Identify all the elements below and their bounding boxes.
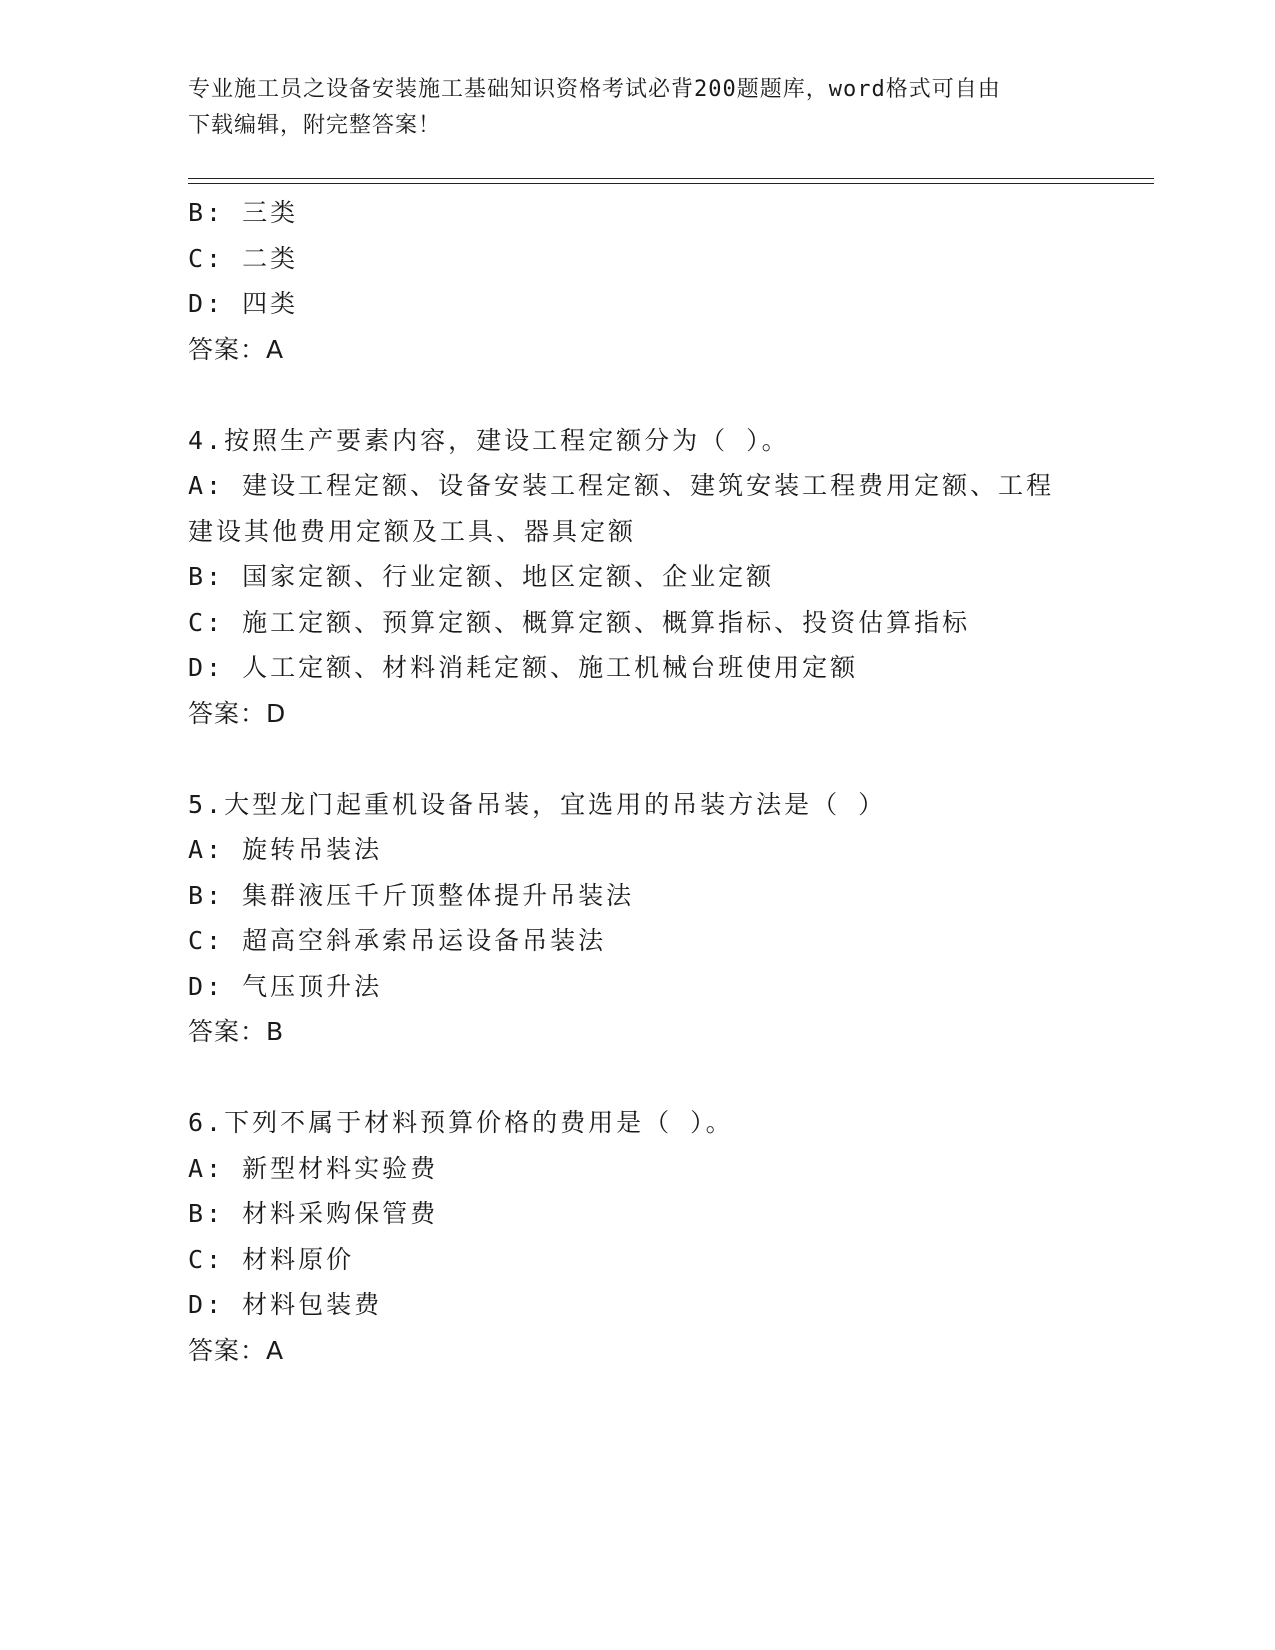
question-3-option-c: C: 二类: [188, 243, 299, 273]
question-4-option-c: C: 施工定额、预算定额、概算定额、概算指标、投资估算指标: [188, 607, 971, 637]
question-6-option-a: A: 新型材料实验费: [188, 1153, 439, 1183]
spacer: [188, 736, 1088, 782]
question-5-option-d: D: 气压顶升法: [188, 971, 383, 1001]
question-6-option-d: D: 材料包装费: [188, 1290, 383, 1319]
question-4-option-a-line-2: 建设其他费用定额及工具、器具定额: [188, 516, 637, 546]
question-5-stem: 5.大型龙门起重机设备吊装，宜选用的吊装方法是（ ）: [188, 789, 887, 819]
question-6-stem: 6.下列不属于材料预算价格的费用是（ ）。: [188, 1108, 734, 1137]
question-5-option-b: B: 集群液压千斤顶整体提升吊装法: [188, 880, 635, 910]
question-3-answer: 答案：A: [188, 334, 285, 364]
header-rule-top: [188, 178, 1154, 179]
question-5-option-c: C: 超高空斜承索吊运设备吊装法: [188, 926, 607, 955]
question-4-stem: 4.按照生产要素内容，建设工程定额分为（ ）。: [188, 425, 790, 455]
document-header: [188, 72, 1088, 144]
question-4-option-b: B: 国家定额、行业定额、地区定额、企业定额: [188, 562, 775, 591]
question-4-answer: 答案：D: [188, 698, 287, 728]
question-5-option-a: A: 旋转吊装法: [188, 835, 383, 864]
spacer: [188, 1055, 1088, 1101]
header-title-line-1: 专业施工员之设备安装施工基础知识资格考试必背200题题库，word格式可自由: [188, 77, 1001, 102]
question-6: [188, 1100, 1088, 1373]
question-3-option-d: D: 四类: [188, 289, 299, 318]
question-4-option-d: D: 人工定额、材料消耗定额、施工机械台班使用定额: [188, 653, 859, 682]
question-4-option-a-line-1: A: 建设工程定额、设备安装工程定额、建筑安装工程费用定额、工程: [188, 471, 1055, 500]
question-5: [188, 782, 1088, 1055]
question-5-answer: 答案：B: [188, 1017, 285, 1046]
question-4: [188, 418, 1088, 737]
question-3-continued: [188, 190, 1088, 372]
question-6-option-b: B: 材料采购保管费: [188, 1199, 439, 1228]
header-title-line-2: 下载编辑，附完整答案！: [188, 113, 442, 138]
question-3-option-b: B: 三类: [188, 198, 299, 227]
spacer: [188, 372, 1088, 418]
question-content: [188, 190, 1088, 1373]
header-rule-bottom: [188, 183, 1154, 184]
question-6-option-c: C: 材料原价: [188, 1244, 355, 1274]
question-6-answer: 答案：A: [188, 1335, 285, 1365]
